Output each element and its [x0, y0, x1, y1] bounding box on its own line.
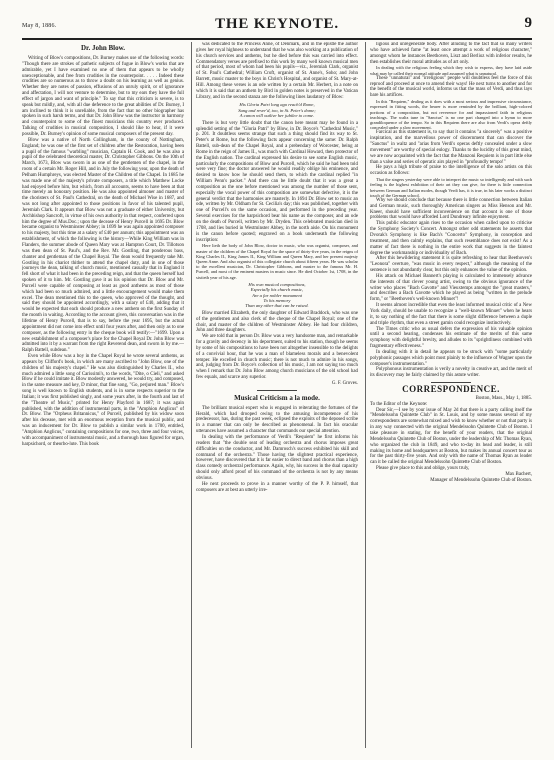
- letter-dateline: Boston, Mass., May 1, 1885.: [475, 395, 532, 401]
- letter-signer-title: Manager of Mendelssohn Quintette Club of Boston.: [430, 477, 532, 483]
- column-1: [22, 42, 184, 748]
- paragraph: It seems almost incredible that even the least informed musical critic of a New York daily, should be unable to recognize a "well-known Minuet" when he hears it, to say nothing of the fact that there is some slight difference between a duple and triple rhythm, that even a street gamin could recognize instinctively.: [370, 303, 532, 326]
- paragraph: Farcical as this statement is, to say that it contains "a sincerely" was a positive inspiration, and the marvellous power of discernment that can discover the "Sanctus" in waltz and "arias from Verdi's operas deftly concealed under a slow movement" are worthy of special eulogy. Thanks to the lucidity of this great mind, we are now acquainted with the fact that the Manzoni Requiem is in part little else than a valse and series of operatic airs played in "profoundly tempo!": [370, 130, 532, 165]
- section-heading: CORRESPONDENCE.: [402, 384, 500, 395]
- paragraph: After this bewildering statement it is quite refreshing to hear that Beethoven's "Leonora" overture, "was music in every respect," although the meaning of the sentence is not abundantly clear, but this only enhances the value of the opinion.: [370, 256, 532, 274]
- paragraph: Why we should conclude that because there is little connection between Italian and German music, such thoroughly American singers as Miss Henson and Mr. Kneer, should have sufficient inconvenience on that account is one of those problems that would have afforded Lord Dundreary infinite enjoyment.: [370, 197, 532, 221]
- paragraph: His attack on Michael Bannert's playing is calculated to immensely advance the interests of that clever young artist, owing to the obvious ignorance of the writer who places "Bach Gavotte" and Vieuxtemps amongst the "great masters," and describes a Bach Gavotte which he played as being "written in the prelude form," or "Beethoven's well-known Minuet"!: [370, 273, 532, 303]
- paragraph: He pays a high tribute of praise to the intelligence of the solo artists on this occasion as follows:: [370, 165, 532, 177]
- page-header: [22, 14, 532, 36]
- paragraph: The Times critic who as usual defers the expression of his valuable opinion until a second hearing, condenses his estimate of the merits of this same symphony with delightful brevity, and alludes to its "sprightliness combined with fragmentary effectiveness.": [370, 326, 532, 350]
- paragraph: Writing of Blow's compositions, Dr. Burney makes use of the following words: "Though there are strokes of pathetic subjects of fugue in Blow's works that are admirable, yet I have examined no one of them that appears to be wholly unexceptionable, and free from crudities in the counterpoint. . . . . Indeed these crudities are so numerous as to throw a doubt on his learning as well as genius. Whether they are notes of passion, effusions of an unruly spirit, or of ignorance and affectation, I will not venture to determine, but to my ears they have the full effect of jargon and want of principle." To say that this criticism is severe, is to speak but mildly, and, with all due deference to the great abilities of Dr. Burney, I am inclined to think it is unreliable, from the fact that no other biographer has spoken in such harsh terms, and that Dr. John Blow was the instructor in harmony and counterpoint to some of the finest musicians this country ever produced. Talking of crudities in musical composition, I should like to hear, if it were possible, Dr. Burney's opinion of some musical composers of the present day.: [22, 56, 184, 137]
- paragraph: There is but very little doubt that the canon here meant may be found in a splendid setting of the "Gloria Patri" by Blow, in Dr. Boyce's "Cathedral Music," p. 201. It doubtless seems strange that such a thing should find its way to St. Peter's at Rome, but the following facts appear concerning the same: Dr. Ralph Battell, sub-dean of the Chapel Royal, and a prebendary of Worcester, being at Rome in the reign of James II., was much with Cardinal Howard, then protector of the English nation. The cardinal expressed his desire to see some English music, particularly the compositions of Blow and Purcell, which he said he had been told were very fine; the doctor answered he would readily oblige his eminence, and desired to know how he should send them, to which the cardinal replied "in William Penn's packet." And there can be little doubt that it was a great a composition as the one before mentioned was among the number of those sent, especially the vocal power of this composition are somewhat defective, it is the general verdict that the harmonies are masterly. In 1694 Dr. Blow set to music an ode, written by Mr. Oldham for St. Cecilia's day; this was published, together with one of Purcell's on the same occasion, and performed in the preceding year. Several exercises for the harpsichord bear his name as the composer, and an ode on the death of Purcell, written by Mr. Dryden. This celebrated musician died in 1708, and lies buried in Westminster Abbey, in the north aisle. On his monument is the canon before quoted; engraved on a book underneath the following inscription:: [196, 120, 358, 243]
- section-rule: [431, 382, 471, 383]
- paragraph: Blow married Elizabeth, the only daughter of Edward Braddock, who was one of the gentlemen and also clerk of the cheque of the Chapel Royal; one of the choir, and master of the children of Westminster Abbey. He had four children, John and three daughters.: [196, 310, 358, 334]
- epitaph-verse: His own musical compositions, Especially his church music, Are a far nobler monument To his memory Than any other that can be raised.: [245, 281, 309, 309]
- paragraph: This public educator again rises to the occasion when called upon to criticise the Symphony Society's Concert. Amongst other odd statements he asserts that Dvorak's Symphony is like Bach's "Concerto" Symphony, in conception and treatment, and then calmly explains, that such resemblance does not exist! As a matter of fact there is nothing in the entire work that suggests in the faintest degree the workmanship or individuality of Bach.: [370, 221, 532, 256]
- column-2: [196, 42, 358, 748]
- paragraph: Polyphonous instrumentation is verily a novelty in creative art, and the merit of its discovery may be fairly claimed by this astute writer.: [370, 367, 532, 379]
- paragraph: In dealing with it in detail he appears to be struck with "some particularly polyphonic passages which point most plainly to the influence of Wagner upon the composer's instrumentation.": [370, 349, 532, 367]
- paragraph: These "unnatural" and "irreligious" people will doubtless feel the force of this reproof and proceed at once to amend their ways! He next turns to another and for the benefit of the musical world, informs us that the mass of Verdi, and thus lays bare his artifices.: [370, 75, 532, 99]
- paragraph: Even while Blow was a boy in the Chapel Royal he wrote several anthems, as appears by Clifford's book, in which are many ascribed to "John Blow, one of the children of his majesty's chapel." He was also distinguished by Charles II., who much admired a little song of Carissimi's, to the words, "Dite, o Cieli," and asked Blow if he could imitate it. Blow modestly answered, he would try, and composed, in the same measure and key, D minor, that fine song, "Go, perjured man." Blow's song is well known to English students, and is in some respects superior to the Italian; it was first published singly, and some years after, in the fourth and last of the "Theatre of Music," printed for Henry Playford in 1687; it was again published, with the addition of instrumental parts, in the "Amphion Anglicus" of Dr. Blow. The "Orpheus Britannicus," of Purcell, published by his widow soon after his decease, met with an enormous reception from the musical public, and was an inducement for Dr. Blow to publish a similar work in 1700, entitled, "Amphion Anglicus," containing compositions for one, two, three and four voices, with accompaniment of instrumental music, and a thorough bass figured for organ, harpsichord, or theorbo-lute. This book: [22, 354, 184, 447]
- paragraph: The brilliant musical expert who is engaged in reiterating the fortunes of the Herald, which had drooped owing to the amusing incompetence of his predecessor, has, during the past week, eclipsed the exploits of the deposed scribe in a manner that can only be described as phenomenal. In fact his oracular utterances have assumed a character that commands our special attention.: [196, 405, 358, 435]
- quotation: In this "Requiem," dealing as it does with a most serious and impressive circumstance, expressed in fitting words, the hearer is more reminded by the brilliant, high-colored portions of a composition, but not reverence for and impassioned faith in religious teachings. The waltz tune in "Sanctus" is no one part changed into a hymn to more grandiloquence of the tempo. So in this Requiem there are also from Verdi's opera deftly concealed under a slow movement.: [370, 99, 532, 131]
- verse: His Gloria Patri long ago reach'd Rome, Sung and rever'd, too, in St. Peter's dome; A canon will outlive her jubilee to come.: [238, 102, 316, 119]
- page-number: 9: [524, 15, 532, 31]
- letter-signer: Max Bachert,: [505, 471, 532, 477]
- paragraph: He next proceeds to prove in a manner worthy of the P. P. himself, that composers are at best an utterly irre-: [196, 481, 358, 493]
- author-signature: G. F. Groves.: [331, 380, 358, 386]
- article-heading: Musical Criticism a la mode.: [234, 393, 320, 402]
- letter-salutation: To the Editor of the Keynote:: [370, 401, 428, 407]
- masthead-title: THE KEYNOTE.: [215, 16, 339, 32]
- paragraph: In dealing with the performance of Verdi's "Requiem" he first informs his readers that "the double seat of leading orchestra and chorus imposes great difficulties on the conductor, and Mr. Damrosch's success exhibited his skill and command of the orchestra." Those having the slightest practical experience, however, have discovered that it is far easier to direct band and chorus than a high class comedy orchestral performance. Again, why, his success in the dual capacity should only afford proof of his command of the orchestra is not by any means obvious.: [196, 435, 358, 481]
- paragraph: We are told that in person Dr. Blow was a very handsome man, and remarkable for a gravity and decency in his deportment, suited to his station, though he seems by some of his compositions to have been not altogether insensible to the delights of a convivial hour, that he was a man of blameless morals and a benevolent temper. He excelled in church music; there is not much to admire in his songs, and, judging from Dr. Boyce's collection of his music, I am not saying too much when I remark that Dr. John Blow among church musicians of the old school had few equals, and scarce any superior.: [196, 334, 358, 381]
- quotation: That the singers yesterday were able to interpret the music so intelligently and with such feeling is the highest exhibition of their art they can give, for there is little connection between German and Italian modes, though Verdi has, it is true, in his later works a distinct touch of the German school.: [370, 177, 532, 198]
- quotation: In dealing with the religious feeling which they wish to express, they have laid aside what may be called their normal attitude and assumed what is unnatural.: [370, 65, 532, 76]
- epitaph: Here lieth the body of John Blow, doctor in music, who was organist, composer, and master of the children of the Chapel Royal for the space of thirty-five years, in the reigns of King Charles II., King James II., King William and Queen Mary, and her present majesty Queen Anne. And also organist of this collegiate church about fifteen years. He was scholar to the excellent musician, Dr. Christopher Gibbons, and master to the famous Mr. H. Purcell, and most of the eminent masters in music since. He died October 1st, 1708, in the sixtieth year of his age.: [196, 243, 358, 280]
- paragraph: Blow was a native of North Collingham, in the county of Nottingham, England; he was one of the first set of children after the Restoration, having been a pupil of the famous "warbling" musician, Captain H. Cook, and he was also a pupil of the celebrated theoretical master, Dr. Christopher Gibbons. On the 10th of March, 1673, Blow was sworn in as one of the gentlemen of the chapel, in the room of a certain Mr. Roger Hill, and in July the following year, upon the death of Pelham Humphreys, was elected Master of the Children of the Chapel. In 1685 he was made one of the majesty's private composers, a title which Matthew Locke had enjoyed before him, but which, from all accounts, seems to have been at that time merely an honorary position. He was also appointed almoner and master of the choristers of St. Paul's Cathedral, on the death of Michael Wise in 1687, and was not long after appointed to those positions in favor of his talented pupil, Jeremiah Clark. It appears that Blow was not a graduate of either University, but Archbishop Sancroft, in virtue of his own authority in that respect, conferred upon him the degree of Mus.Doc.; upon the decease of Henry Purcell in 1695 Dr. Blow became organist to Westminster Abbey; in 1699 he was again appointed composer to his majesty, but this time at a salary of £40 per annum; this appointment was an establishment, of which the following is the history—While King William was in Flanders, the summer abode of Queen Mary was at Hampton Court, Dr. Tillotson was then dean of St. Paul's, and the Rev. Mr. Gostling, that ponderous bass, chanter and gentleman of the Chapel Royal. The dean would frequently take Mr. Gostling in his chariot thither to attend the chapel duty, and in one of those journeys the dean, talking of church music, mentioned casually that in England it fell short of what it had been in the preceding reign, and that the queen herself had spoken of it to him. Mr. Gostling gave it as his opinion that Dr. Blow and Mr. Purcell were capable of composing at least as good anthems as most of those which had been so much admired, and a little encouragement would make them excel. The dean mentioned this to the queen, who approved of the thought, and said they should be appointed accordingly, with a salary of £40, adding that it would be expected that each should produce a new anthem on the first Sunday of the month in waiting. According to the account given, this conversation was in the lifetime of Henry Purcell, that is to say, before the year 1695, but the actual appointment did not come into effect until four years after, and then only as to one composer, as the following entry in the cheque book will testify:—"1699. Upon a new establishment of a composer's place for the Chapel Royal Dr. John Blow was admitted into it by a warrant from the right Reverend dean, and sworn in by me.—Ralph Battell, subdean.": [22, 137, 184, 354]
- letter-closing: Please give place to this and oblige, yours truly,: [376, 466, 470, 472]
- header-rule: [22, 38, 532, 40]
- letter-body: Dear Sir,—I see by your issue of May 2d that there is a party calling itself the "Mendelssohn Quintette Club" in St. Louis, and by some means several of my correspondents are somewhat mixed and wish to know whether or not that party is in any way connected with the original Mendelssohn Quintette Club of Boston. I take pleasure in stating, for the benefit of your readers, that the original Mendelssohn Quintette Club of Boston, under the leadership of Mr. Thomas Ryan, who organized the club in 1849, and who to-day its head and leader, is still making its home and headquarters at Boston, but makes its annual concert tour as for the past thirty-five years. And only with the name of Thomas Ryan as leader can it be called the original Mendelssohn Quintette Club of Boston.: [370, 407, 532, 466]
- column-3: [370, 42, 532, 748]
- section-rule: [257, 390, 297, 391]
- paragraph: was dedicated to the Princess Anne, of Denmark, and in the epistle the author gives her royal highness to understand that he was also working at a publication of his church services and anthems, but he died before this was carried into effect. Commendatory verses are prefixed to this work by many well known musical men of that period, most of whom had been his pupils—viz., Jeremiah Clark, organist of St. Paul's Cathedral; William Croft, organist of St. Anne's, Soho; and John Barrett, music master to the boys in Christ's Hospital, and organist of St. Mary-at-Hill. Among these verses is an ode written by a certain Mr. Herbert, in a note on which it is said that an anthem by Bird in golden notes is preserved in the Vatican Library, and in the second stanza are the following lines laudatory of Blow:: [196, 42, 358, 100]
- article-heading: Dr. John Blow.: [80, 44, 126, 52]
- issue-date: May 8, 1886.: [22, 23, 57, 29]
- paragraph: ligious and unregenerate body. After alluding to the fact that so many writers who have achieved fame "at least once attempt a work of religious character," amongst whom he instances Beethoven, Liszt and Berlioz with inferior results, he then establishes their moral attitudes as of art only.: [370, 42, 532, 65]
- column-divider: [365, 42, 366, 748]
- column-divider: [191, 42, 192, 748]
